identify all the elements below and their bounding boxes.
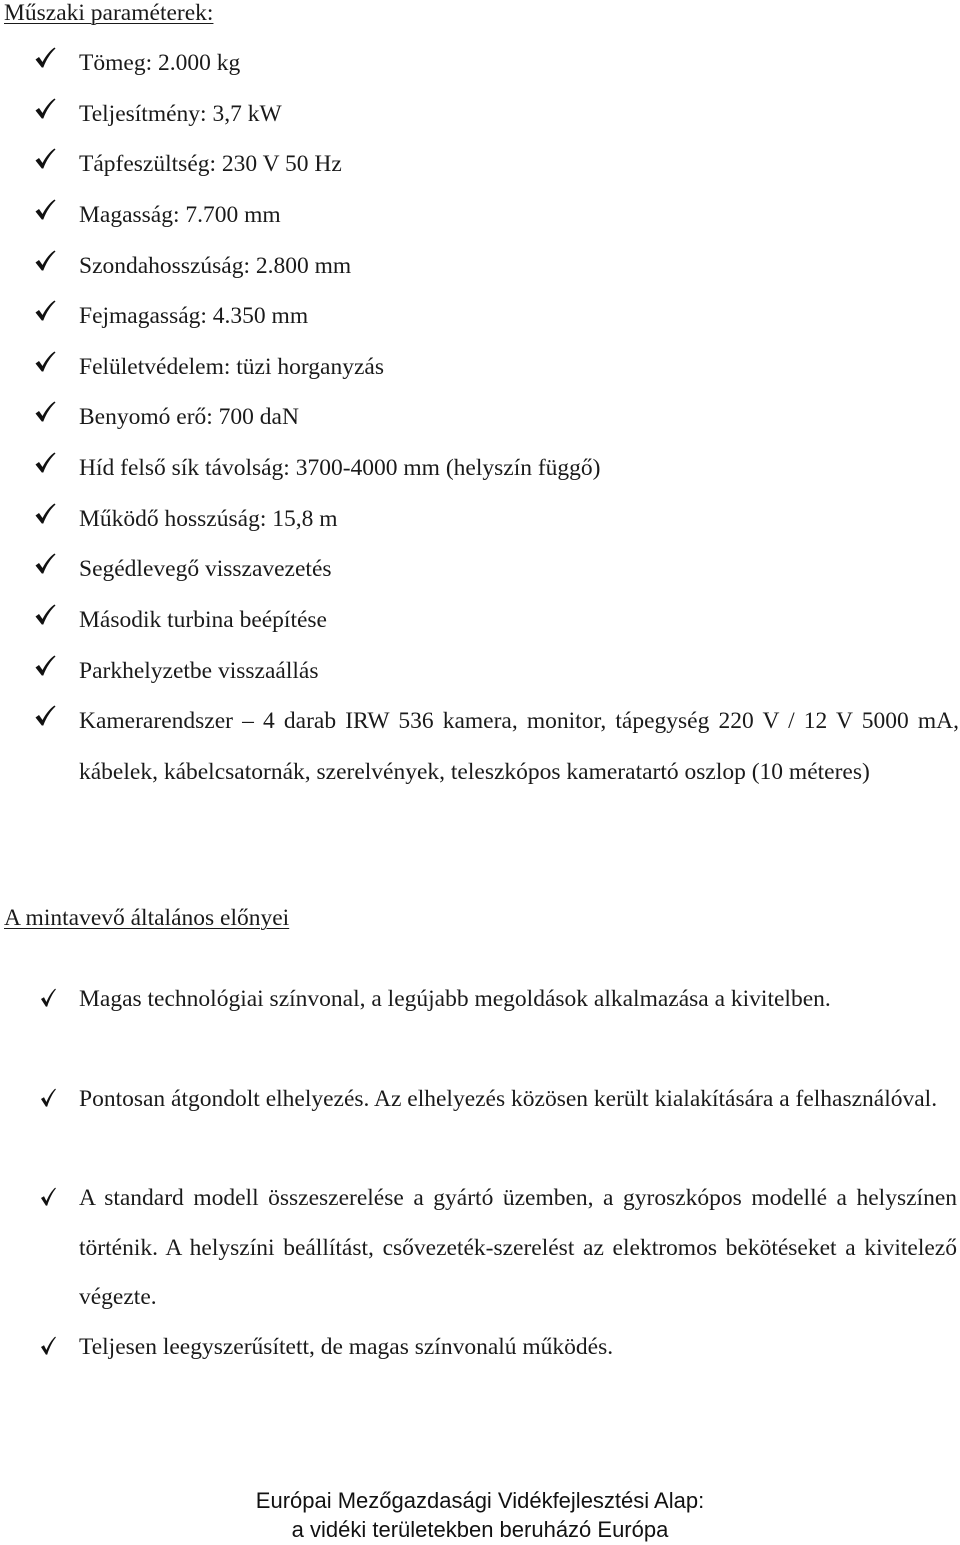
spec-text: Teljesítmény: 3,7 kW	[79, 101, 282, 127]
checkmark-icon	[34, 351, 56, 373]
spec-item	[0, 139, 960, 189]
advantage-text: Teljesen leegyszerűsített, de magas színvonalú működés.	[79, 1334, 614, 1360]
spec-item	[0, 38, 960, 88]
spec-text: Magasság: 7.700 mm	[79, 202, 281, 228]
checkmark-icon	[34, 300, 56, 322]
advantage-text: Pontosan átgondolt elhelyezés. Az elhelyezés közösen került kialakítására a felhasználóval.	[79, 1086, 938, 1112]
checkmark-icon	[34, 452, 56, 474]
spec-text: Híd felső sík távolság: 3700-4000 mm (helyszín függő)	[79, 455, 601, 481]
checkmark-icon	[34, 250, 56, 272]
spec-item	[0, 696, 960, 848]
spec-item	[0, 646, 960, 696]
spec-text: Kamerarendszer – 4 darab IRW 536 kamera, monitor, tápegység 220 V / 12 V 5000 mA, kábelek, kábelcsatornák, szerelvények, teleszkópos kameratartó oszlop (10 méteres)	[79, 708, 959, 785]
spec-text: Segédlevegő visszavezetés	[79, 556, 332, 582]
spec-item	[0, 595, 960, 645]
spec-item	[0, 89, 960, 139]
spec-item	[0, 494, 960, 544]
checkmark-icon	[34, 503, 56, 525]
advantage-text: Magas technológiai színvonal, a legújabb megoldások alkalmazása a kivitelben.	[79, 986, 831, 1012]
advantage-text: A standard modell összeszerelése a gyártó üzemben, a gyroszkópos modellé a helyszínen történik. A helyszíni beállítást, csővezeték-szerelést az elektromos bekötéseket a kivitelező végezte.	[79, 1185, 957, 1310]
checkmark-icon	[34, 705, 56, 727]
checkmark-icon	[40, 1187, 56, 1207]
spec-item	[0, 190, 960, 240]
advantages-title: A mintavevő általános előnyei	[4, 905, 290, 931]
footer-line-1: Európai Mezőgazdasági Vidékfejlesztési Alap:	[255, 1488, 705, 1513]
spec-text: Működő hosszúság: 15,8 m	[79, 506, 338, 532]
checkmark-icon	[34, 655, 56, 677]
checkmark-icon	[40, 1088, 56, 1108]
spec-text: Tápfeszültség: 230 V 50 Hz	[79, 151, 342, 177]
spec-item	[0, 544, 960, 594]
spec-text: Felületvédelem: tüzi horganyzás	[79, 354, 384, 380]
checkmark-icon	[40, 988, 56, 1008]
checkmark-icon	[34, 553, 56, 575]
checkmark-icon	[34, 401, 56, 423]
checkmark-icon	[34, 199, 56, 221]
checkmark-icon	[34, 98, 56, 120]
spec-text: Fejmagasság: 4.350 mm	[79, 303, 309, 329]
spec-item	[0, 443, 960, 493]
checkmark-icon	[34, 148, 56, 170]
spec-text: Második turbina beépítése	[79, 607, 327, 633]
checkmark-icon	[34, 604, 56, 626]
spec-text: Benyomó erő: 700 daN	[79, 404, 299, 430]
spec-item	[0, 241, 960, 291]
section-title: Műszaki paraméterek:	[4, 0, 214, 26]
spec-item	[0, 392, 960, 442]
spec-text: Parkhelyzetbe visszaállás	[79, 658, 319, 684]
checkmark-icon	[40, 1336, 56, 1356]
footer-line-2: a vidéki területekben beruházó Európa	[291, 1517, 669, 1542]
spec-item	[0, 342, 960, 392]
spec-item	[0, 291, 960, 341]
spec-text: Szondahosszúság: 2.800 mm	[79, 253, 352, 279]
spec-text: Tömeg: 2.000 kg	[79, 50, 241, 76]
checkmark-icon	[34, 47, 56, 69]
